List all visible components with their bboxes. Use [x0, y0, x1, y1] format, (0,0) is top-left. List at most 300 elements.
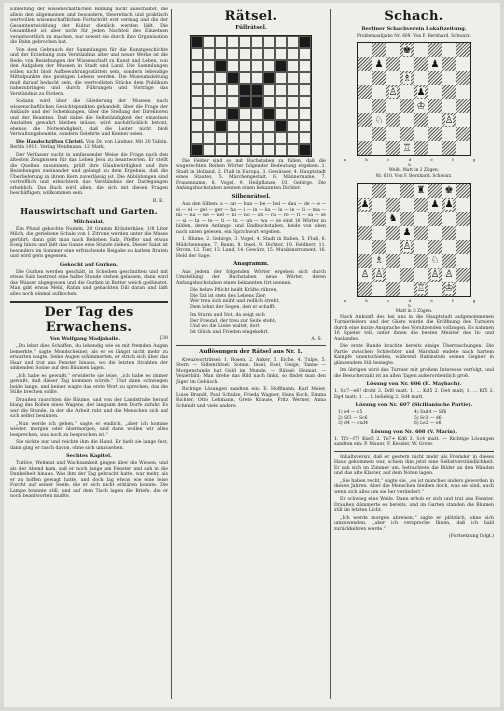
dark-square: [372, 184, 386, 198]
dark-square: [358, 226, 372, 240]
grid-cell: [227, 132, 239, 144]
grid-cell-black: [239, 96, 251, 108]
grid-cell: [215, 96, 227, 108]
chess-piece-glyph: ♙: [444, 114, 454, 126]
chess-piece: [400, 240, 414, 254]
story-paragraph: „Ich habe es gewußt,“ erwiderte sie leise, „ich habe es immer gewußt, daß dieser Tag kommen würde.“ Und dann schwiegen beide lange, und keiner wagte das erste Wort zu sprechen, das die Stille brechen sollte.: [10, 373, 168, 395]
chess-report: Die erste Runde brachte bereits einige Überraschungen. Die Partie zwischen Schlechter und Marshall endete nach hartem Kampfe unentschieden, während Rubinstein seinen Gegner in glänzendem Stil besiegte.: [334, 344, 494, 366]
grid-cell: [215, 36, 227, 48]
grid-cell: [287, 120, 299, 132]
grid-cell: [251, 60, 263, 72]
chess-report: Nach Ankunft des bei uns in die Hauptstadt aufgenommenen Turnierleiters und der Gäste wurde die Eröffnung des Turniers durch eine kurze Ansprache des Vorsitzenden vollzogen. Es nahmen 16 Spieler teil, unter ihnen die besten Meister des In- und Auslandes.: [334, 314, 494, 342]
story-paragraph: Tutlive, Wehmut und Wachsamkeit gingen über die Wiesen, und als der Abend kam, saß er noch lange am Fenster und sah in die Dunkelheit hinaus. Was ihm der Tag gebracht hatte, war mehr, als er zu hoffen gewagt hatte, und doch lag etwas wie eine leise Furcht auf seiner Seele, die er sich nicht erklären konnte. Die Lampe brannte still, und auf dem Tisch lagen die Briefe, die er noch beantworten mußte.: [10, 461, 168, 499]
dark-square: [386, 141, 400, 155]
chess-piece-glyph: ♟: [430, 58, 440, 70]
board-files: a b c d e f g h: [343, 157, 485, 168]
light-square: [358, 99, 372, 113]
puzzle-instructions: Aus den Silben: a — an — ban — be — bel — dau — de — e — ei — el — gel — ger — ha — i — in — ka — la — le — li — ma — mi — na — ne — nel — ni — no — on — ra — re — ri — sa — se — si — ta — te — ti — tu — un — wa — ze sind 16 Wörter zu bilden, deren Anfangs- und Endbuchstaben, beide von oben nach unten gelesen, ein Sprichwort ergeben.: [176, 202, 326, 235]
grid-cell-black: [299, 144, 311, 156]
chess-piece-glyph: ♟: [416, 86, 426, 98]
grid-cell: [299, 108, 311, 120]
chess-piece-glyph: ♚: [444, 185, 454, 197]
chess-piece: [442, 268, 456, 282]
light-square: [372, 226, 386, 240]
story-author: Von Wolfgang Madjahalle.: [49, 336, 121, 342]
dark-square: [456, 99, 470, 113]
grid-cell: [239, 132, 251, 144]
puzzle-subtitle: Silbenrätsel.: [231, 193, 271, 200]
grid-cell: [251, 132, 263, 144]
grid-cell: [215, 48, 227, 60]
grid-cell: [227, 36, 239, 48]
solution-heading: Lösung von Nr. 606 (E. Maybach).: [366, 381, 462, 388]
grid-cell: [203, 96, 215, 108]
light-square: [428, 113, 442, 127]
light-square: [358, 212, 372, 226]
grid-cell: [239, 144, 251, 156]
grid-cell: [215, 144, 227, 156]
grid-cell: [251, 72, 263, 84]
review-meta: Von Dr. von Lindner. Mit 20 Tafeln. Berlin 1911. Verlag Weidmann. 12 Mark.: [10, 139, 168, 150]
chess-piece-glyph: ♟: [402, 227, 412, 239]
chess-piece: [414, 99, 428, 113]
chess-piece: [414, 282, 428, 296]
intro-paragraph: Sodann wird über die Gliederung der Museen nach wissenschaftlichen Gesichtspunkten gehandelt, über die Frage der Ankäufe und der Schenkungen, über die Stellung der Direktoren und der Beamten. Daß dabei die Selbständigkeit der einzelnen Anstalten gewahrt bleiben müsse, wird nachdrücklich betont, ebenso die Notwendigkeit, daß die Leiter nicht bloß Verwaltungsbeamte, sondern Gelehrte und Kenner seien.: [10, 99, 168, 137]
light-square: [456, 113, 470, 127]
dark-square: [428, 127, 442, 141]
dark-square: [428, 99, 442, 113]
move-line: 3) d4 — cxd4: [338, 421, 368, 427]
chess-piece: [386, 85, 400, 99]
chess-piece-glyph: ♙: [360, 269, 370, 281]
dark-square: [428, 184, 442, 198]
light-square: [456, 85, 470, 99]
grid-cell: [227, 84, 239, 96]
chess-subtitle: Berliner Schachverein Lokaltzeitung.: [361, 26, 467, 32]
light-square: [400, 85, 414, 99]
light-square: [442, 127, 456, 141]
solution-text: 1. Tf1—f7! Kxe5 2. Te7+ Kd6 3. Sc4 matt. — Richtige Lösungen sandten ein: P. Mauer, F. Kessler, W. Grote.: [334, 436, 494, 448]
grid-cell: [239, 36, 251, 48]
grid-cell: [191, 108, 203, 120]
grid-cell: [299, 72, 311, 84]
newspaper-page: [4, 3, 500, 707]
chess-piece: [414, 85, 428, 99]
column-rule: [171, 9, 172, 699]
chess-piece: [428, 57, 442, 71]
grid-cell: [215, 108, 227, 120]
chess-piece-glyph: ♚: [402, 44, 412, 56]
puzzle-instructions: Aus jedem der folgenden Wörter ergeben sich durch Umstellung der Buchstaben neue Wörter, deren Anfangsbuchstaben einen bekannten Ort nennen.: [176, 269, 326, 286]
section-title-household: Hauswirtschaft und Garten.: [20, 206, 158, 217]
novel-paragraph: Inhaltsversiv, daß er gestern nicht mehr als Fremder in dieses Haus gekommen war, schien ihm jetzt eine Selbstverständlichkeit. Er sah sich im Zimmer um, betrachtete die Bilder an den Wänden und das alte Klavier, auf dem Noten lagen.: [334, 454, 494, 477]
light-square: [386, 240, 400, 254]
chess-piece-glyph: ♙: [444, 269, 454, 281]
grid-cell: [203, 120, 215, 132]
section-divider: [176, 345, 326, 346]
grid-cell: [239, 48, 251, 60]
light-square: [414, 268, 428, 282]
grid-cell: [287, 96, 299, 108]
dark-square: [400, 184, 414, 198]
grid-cell: [275, 96, 287, 108]
chess-piece-glyph: ♟: [374, 58, 384, 70]
grid-cell: [263, 132, 275, 144]
grid-cell: [203, 60, 215, 72]
move-line: 2) Sf3 — Sc6: [338, 415, 368, 421]
dark-square: [372, 43, 386, 57]
light-square: [400, 254, 414, 268]
dark-square: [400, 212, 414, 226]
novel-paragraph: Er schwieg eine Weile. Dann erhob er sich und trat ans Fenster. Draußen dämmerte es bereits, und im Garten standen die Blumen still im letzten Licht.: [334, 497, 494, 514]
grid-cell-black: [299, 36, 311, 48]
grid-cell: [227, 144, 239, 156]
grid-cell: [299, 48, 311, 60]
dark-square: [442, 141, 456, 155]
dark-square: [414, 198, 428, 212]
light-square: [358, 43, 372, 57]
story-paragraph: Draußen rauschten die Bäume, und von der Landstraße herauf klang das Rollen eines Wagens, der langsam dem Dorfe zufuhr. Es war die Stunde, in der die Arbeit ruht und die Menschen sich auf sich selbst besinnen.: [10, 397, 168, 419]
grid-cell: [287, 84, 299, 96]
light-square: [414, 71, 428, 85]
grid-cell: [191, 132, 203, 144]
light-square: [386, 71, 400, 85]
grid-cell-black: [251, 84, 263, 96]
dark-square: [386, 113, 400, 127]
dark-square: [372, 212, 386, 226]
review-signature: R. E.: [152, 198, 164, 204]
chess-piece: [372, 268, 386, 282]
chess-piece: [442, 198, 456, 212]
grid-cell: [239, 60, 251, 72]
grid-cell: [287, 144, 299, 156]
dark-square: [456, 240, 470, 254]
grid-cell: [227, 48, 239, 60]
dark-square: [358, 282, 372, 296]
problem-heading: Nr. 610. Von F. Bernhard. Schwarz.: [375, 174, 453, 180]
light-square: [386, 127, 400, 141]
grid-cell: [299, 84, 311, 96]
grid-cell: [251, 108, 263, 120]
novel-paragraph: „Ich werde morgen abreisen,“ sagte er plötzlich, ohne sich umzuwenden, „aber ich verspreche Ihnen, daß ich bald zurückkehren werde.“: [334, 515, 494, 532]
chess-piece-glyph: ♙: [430, 269, 440, 281]
puzzle-clues: 1. Blume, 2. Gebirge, 3. Vogel, 4. Stadt in Italien, 5. Fluß, 6. Mädchenname, 7. Baum, 8. Insel, 9. Dichter, 10. Feldherr, 11. Strom, 12. Tier, 13. Land, 14. Gewürz, 15. Musikinstrument, 16. Held der Sage.: [176, 237, 326, 259]
dark-square: [428, 212, 442, 226]
light-square: [442, 71, 456, 85]
chess-piece: [428, 268, 442, 282]
light-square: [386, 184, 400, 198]
section-divider: [334, 451, 494, 452]
grid-cell: [191, 120, 203, 132]
light-square: [442, 43, 456, 57]
dark-square: [456, 127, 470, 141]
dark-square: [456, 43, 470, 57]
puzzle-section-title: Rätsel.: [224, 9, 278, 24]
poem-line: Die Tat ist stets des Lebens Zier;: [190, 293, 267, 299]
grid-cell-black: [275, 60, 287, 72]
grid-cell: [263, 36, 275, 48]
light-square: [456, 226, 470, 240]
light-square: [456, 57, 470, 71]
grid-cell: [227, 60, 239, 72]
grid-cell: [275, 108, 287, 120]
chess-piece-glyph: ♙: [374, 269, 384, 281]
grid-cell: [191, 60, 203, 72]
dark-square: [358, 57, 372, 71]
dark-square: [414, 113, 428, 127]
chess-piece: [442, 282, 456, 296]
story-paragraph: „Nun werde ich gehen,“ sagte er endlich, „aber ich komme wieder, morgen oder übermorgen, und dann wollen wir alles besprechen, was noch zu besprechen ist.“: [10, 421, 168, 438]
grid-cell: [203, 84, 215, 96]
chess-piece-glyph: ♟: [444, 199, 454, 211]
chess-piece: [442, 113, 456, 127]
chess-piece-glyph: ♞: [388, 213, 398, 225]
grid-cell: [215, 132, 227, 144]
chess-piece-glyph: ♖: [416, 283, 426, 295]
grid-cell-black: [215, 60, 227, 72]
story-title: Der Tag des Erwachens.: [44, 305, 134, 335]
poem-line: Der Freund, der treu zur Seite steht;: [190, 318, 277, 324]
puzzle-instructions: Die Felder sind so mit Buchstaben zu füllen, daß die wagerechten Reihen Wörter folgender Bedeutung ergeben: 1. Stadt in Holland, 2. Fluß in Europa, 3. Gewässer, 4. Hauptstadt eines Staates, 5. Märchengestalt, 6. Männername, 7. Frauenname, 8. Vogel, 9. Heilpflanze, 10. Gebirge. Die Anfangsbuchstaben nennen einen bekannten Dichter.: [176, 158, 326, 191]
chess-piece: [400, 141, 414, 155]
grid-cell-black: [263, 108, 275, 120]
chess-piece: [414, 184, 428, 198]
chess-piece: [400, 43, 414, 57]
grid-cell: [215, 84, 227, 96]
poem-line: Dem lohnt der Segen, den er schafft.: [190, 304, 277, 310]
chess-piece: [400, 71, 414, 85]
grid-cell: [299, 132, 311, 144]
novel-paragraph: „Sie haben recht,“ sagte sie, „es ist manches anders geworden in diesen Jahren. Aber die Menschen bleiben doch, was sie sind, auch wenn sich alles um sie her verändert.“: [334, 478, 494, 495]
dark-square: [358, 85, 372, 99]
poem-line: Ist Glück und Frieden eingekehrt.: [190, 329, 270, 335]
chess-section-title: Schach.: [384, 9, 444, 24]
poem-signature: A. S.: [311, 337, 322, 342]
light-square: [442, 99, 456, 113]
dark-square: [386, 226, 400, 240]
light-square: [358, 184, 372, 198]
dark-square: [428, 71, 442, 85]
grid-cell: [263, 60, 275, 72]
grid-cell: [251, 120, 263, 132]
column-right: [334, 7, 494, 705]
solution-heading: Lösung von Nr. 608 (V. Marín).: [370, 428, 458, 435]
grid-cell-black: [227, 72, 239, 84]
solutions-text: Kreuzworträtsel: 1. Rosen, 2. Anker, 3. Eiche, 4. Tulpe, 5. Stern — Silbenrätsel: Sonne, Insel, Esel, Geige, Tanne — Morgenstunde hat Gold im Munde. — Rätsel: Heimat. — Vexierbild: Man drehe das Bild nach links, so findet man den Jäger im Gebüsch.: [176, 357, 326, 385]
chess-piece-glyph: ♜: [416, 185, 426, 197]
grid-cell: [203, 72, 215, 84]
grid-cell: [263, 96, 275, 108]
light-square: [358, 240, 372, 254]
chess-piece-glyph: ♗: [374, 255, 384, 267]
chess-piece-glyph: ♙: [388, 86, 398, 98]
move-line: 1) e4 — c5: [338, 410, 363, 416]
recipe-body: Ein Pfund gekochte Nudeln, 20 Gramm Kräuterkäse, 1/8 Liter Milch, die geriebene Schale von 1 Zitrone werden unter die Masse gerührt; dann gibt man nach Belieben Salz, Pfeffer und etwas Essig hinzu und läßt das Ganze eine Stunde ziehen. Dieser Salat ist besonders im Sommer eine erfrischende Beigabe zu kaltem Braten und wird gern gegessen.: [10, 226, 168, 259]
light-square: [386, 268, 400, 282]
section-divider: [10, 301, 168, 303]
light-square: [400, 57, 414, 71]
light-square: [386, 43, 400, 57]
problem-caption: Matt in 3 Zügen.: [395, 308, 433, 314]
dark-square: [428, 43, 442, 57]
poem-line: Die hehre Pflicht heißt Kräfte rühren,: [190, 288, 278, 293]
light-square: [442, 212, 456, 226]
dark-square: [358, 113, 372, 127]
chess-piece: [428, 254, 442, 268]
problem-heading: Problemaufgabe Nr. 609. Von F. Bernhard. Schwarz.: [356, 34, 472, 39]
dark-square: [400, 99, 414, 113]
recipe-title: Milchsalat.: [73, 218, 105, 225]
light-square: [414, 240, 428, 254]
board-files: a b c d e f g h: [343, 297, 485, 308]
light-square: [456, 282, 470, 296]
chess-piece: [442, 184, 456, 198]
dark-square: [442, 254, 456, 268]
chess-piece-glyph: ♔: [444, 283, 454, 295]
dark-square: [456, 212, 470, 226]
chess-piece-glyph: ♟: [430, 199, 440, 211]
grid-cell: [263, 48, 275, 60]
grid-cell: [275, 132, 287, 144]
grid-cell: [287, 48, 299, 60]
story-number: [38: [160, 336, 168, 341]
puzzle-poem: [190, 288, 326, 335]
move-line: 4) Sxd4 — Sf6: [414, 410, 447, 416]
recipe-title: Gekocht auf Gurken.: [59, 261, 119, 268]
grid-cell: [251, 48, 263, 60]
review-body: Der Verfasser sucht in umfassender Weise die Frage nach den ältesten Zeugnissen für das Leben Jesu zu beantworten. Er stellt die Quellen zusammen, prüft ihre Glaubwürdigkeit und ihre Beziehungen zueinander und gelangt zu dem Ergebnis, daß die Überlieferung in ihrem Kern zuverlässig ist. Die Abbildungen sind vortrefflich und erleichtern das Verständnis der Darlegungen erheblich. Das Buch wird allen, die sich mit diesen Fragen beschäftigen, willkommen sein.: [10, 152, 168, 196]
dark-square: [386, 57, 400, 71]
light-square: [456, 198, 470, 212]
light-square: [428, 226, 442, 240]
solvers-list: Richtige Lösungen sandten ein: E. Hoffmann, Karl Meier, Luise Brandt, Paul Schulze, Frieda Wagner, Hans Koch, Emma Richter, Otto Lehmann, Grete Krause, Fritz Werner, Anna Schmidt und viele andere.: [176, 387, 326, 409]
grid-cell: [263, 144, 275, 156]
grid-cell: [287, 60, 299, 72]
problem-caption: Weiß. Matt in 2 Zügen.: [388, 168, 440, 174]
poem-line: Und wo die Liebe waltet, dort: [190, 324, 260, 329]
dark-square: [372, 240, 386, 254]
dark-square: [414, 226, 428, 240]
chess-piece: [358, 268, 372, 282]
light-square: [372, 282, 386, 296]
solution-heading: Lösung von Nr. 607 (Sicilianische Partie).: [355, 402, 473, 409]
grid-cell: [275, 72, 287, 84]
grid-cell: [287, 132, 299, 144]
chess-piece: [372, 57, 386, 71]
grid-cell-black: [191, 36, 203, 48]
grid-cell: [215, 72, 227, 84]
chess-piece-glyph: ♟: [360, 199, 370, 211]
grid-cell: [227, 120, 239, 132]
chess-piece-glyph: ♗: [402, 72, 412, 84]
intro-paragraph: Von dem Gebrauch der Sammlungen für die Kunstgeschichte und der Erziehung zum Verständnis alter und neuer Werke ist die Rede; von Beziehungen der Wissenschaft zu Kunst und Leben, von den Aufgaben der Museen in Stadt und Land. Die Sammlungen sollen nicht bloß Aufbewahrungsstätten sein, sondern lebendige Mittelpunkte des geistigen Lebens werden. Die Museumsleitung muß darauf bedacht sein, die wertvollsten Stücke dem Publikum nahezubringen und durch Führungen und Vorträge das Verständnis zu fördern.: [10, 47, 168, 97]
dark-square: [400, 127, 414, 141]
grid-cell-black: [275, 120, 287, 132]
chess-piece: [400, 226, 414, 240]
move-line: 5) Sc3 — d6: [414, 415, 442, 421]
light-square: [456, 254, 470, 268]
light-square: [386, 99, 400, 113]
solutions-title: Auflösungen der Rätsel aus Nr. 1.: [199, 349, 303, 355]
grid-cell: [203, 48, 215, 60]
grid-cell: [263, 84, 275, 96]
light-square: [372, 198, 386, 212]
dark-square: [386, 282, 400, 296]
fill-puzzle-grid: [190, 35, 312, 157]
grid-cell: [299, 60, 311, 72]
dark-square: [386, 254, 400, 268]
chess-piece: [358, 198, 372, 212]
grid-cell: [251, 144, 263, 156]
story-paragraph: Sie nickte nur und reichte ihm die Hand. Er hielt sie lange fest, dann ging er rasch davon, ohne sich umzusehen.: [10, 440, 168, 451]
chess-piece-glyph: ♙: [402, 241, 412, 253]
chess-board-1: [357, 42, 471, 156]
light-square: [400, 282, 414, 296]
poem-line: Im Sturm und Not, da zeigt sich: [190, 313, 265, 318]
chess-piece: [428, 198, 442, 212]
grid-cell: [263, 120, 275, 132]
chess-piece-glyph: ♔: [416, 100, 426, 112]
dark-square: [456, 71, 470, 85]
grid-cell-black: [251, 96, 263, 108]
dark-square: [358, 254, 372, 268]
column-left: [10, 7, 168, 705]
grid-cell: [191, 96, 203, 108]
grid-cell: [191, 48, 203, 60]
grid-cell-black: [227, 108, 239, 120]
dark-square: [400, 268, 414, 282]
continuation-note: (Fortsetzung folgt.): [448, 534, 494, 540]
grid-cell-black: [239, 84, 251, 96]
puzzle-subtitle: Füllrätsel.: [235, 25, 267, 31]
grid-cell: [239, 72, 251, 84]
review-title: Die Handschriften Christi.: [16, 139, 85, 145]
grid-cell: [299, 96, 311, 108]
story-paragraph: „Du lebst dies Schaffen, du lebendig wie es mit fremden Augen bemerkte,“ sagte Mondscheiner, als er es längst nicht mehr zu erwarten wagte. Seine Augen schimmerten, er strich sich über das Haar und trat ans Fenster hinaus, wo die letzten Strahlen der sinkenden Sonne auf den Bäumen lagen.: [10, 344, 168, 371]
grid-cell: [191, 72, 203, 84]
grid-cell: [251, 36, 263, 48]
chess-piece-glyph: ♘: [430, 255, 440, 267]
grid-cell: [203, 144, 215, 156]
grid-cell: [287, 108, 299, 120]
grid-cell: [239, 108, 251, 120]
grid-cell: [227, 96, 239, 108]
grid-cell: [239, 120, 251, 132]
dark-square: [386, 198, 400, 212]
grid-cell: [287, 72, 299, 84]
grid-cell: [299, 120, 311, 132]
puzzle-subtitle: Anagramm.: [233, 261, 269, 267]
dark-square: [456, 184, 470, 198]
grid-cell-black: [263, 72, 275, 84]
light-square: [400, 113, 414, 127]
chapter-title: Sechtes Kapitel.: [66, 453, 112, 459]
dark-square: [414, 254, 428, 268]
light-square: [414, 127, 428, 141]
chess-piece: [372, 113, 386, 127]
dark-square: [414, 57, 428, 71]
light-square: [414, 43, 428, 57]
light-square: [358, 127, 372, 141]
dark-square: [456, 268, 470, 282]
light-square: [414, 212, 428, 226]
solution-text: 1. Sc7—e6! droht 2. Dd8 matt. 1. ... Kd5 2. De4 matt; 1. ... Kf5 2. Dg4 matt; 1. ... L beliebig 2. Sd4 matt.: [334, 389, 494, 400]
column-rule: [330, 9, 331, 699]
poem-line: Wer treu sich müht und redlich strebt,: [190, 299, 280, 304]
recipe-body: Die Gurken werden geschält, in Scheiben geschnitten und mit etwas Salz bestreut eine halbe Stunde stehen gelassen, dann wird das Wasser abgegossen und die Gurken in Butter weich gedünstet. Man gibt etwas Mehl, Rahm und gehackten Dill daran und läßt alles noch einmal aufkochen.: [10, 269, 168, 297]
dark-square: [372, 127, 386, 141]
dark-square: [428, 240, 442, 254]
